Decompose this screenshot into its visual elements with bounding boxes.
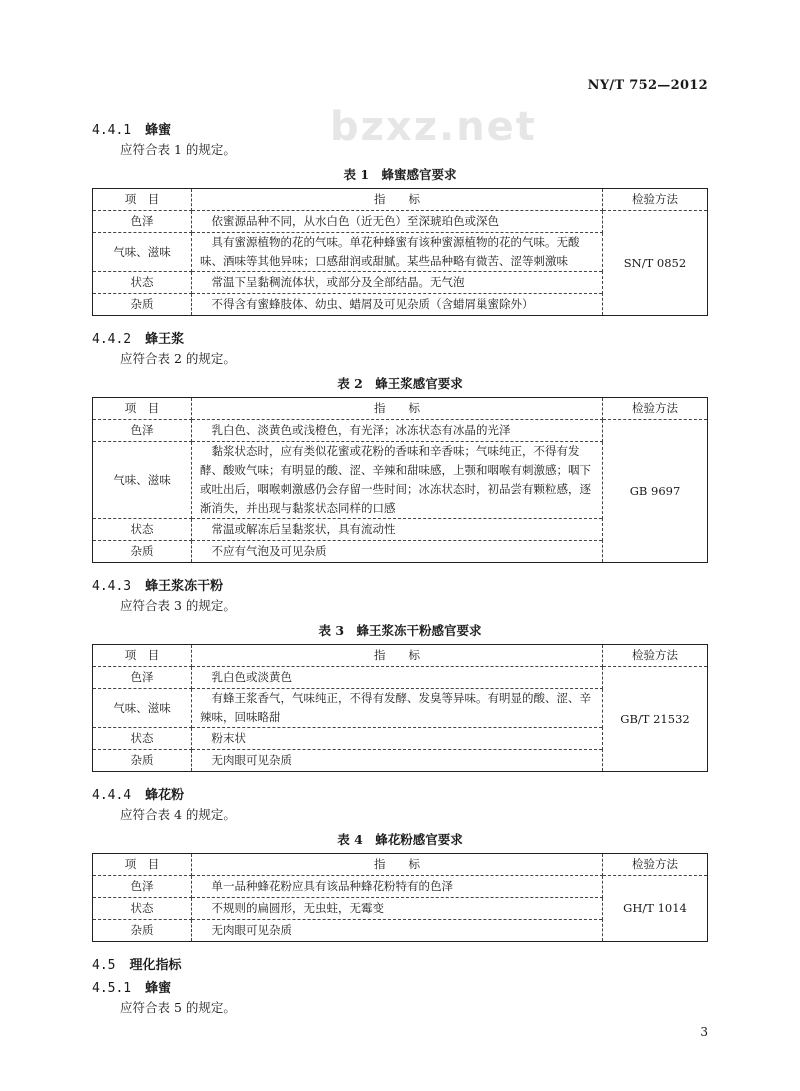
table-caption: 表 3 蜂王浆冻干粉感官要求 [318,623,482,638]
section-number: 4.5.1 [92,981,132,996]
requirements-table [92,644,708,772]
section-title: 理化指标 [129,958,182,973]
row-indicator: 不得含有蜜蜂肢体、幼虫、蜡屑及可见杂质（含蜡屑巢蜜除外） [192,294,603,316]
row-indicator: 常温下呈黏稠流体状，或部分及全部结晶。无气泡 [192,272,603,294]
section [92,577,708,772]
table-header-row [93,854,708,876]
section-number: 4.4.2 [92,332,132,347]
section-heading [92,121,708,140]
section-number: 4.4.3 [92,579,132,594]
row-indicator: 粉末状 [192,728,603,750]
table-row [93,211,708,233]
row-indicator: 单一品种蜂花粉应具有该品种蜂花粉特有的色泽 [192,876,603,898]
row-indicator: 不规则的扁圆形，无虫蛀，无霉变 [192,898,603,920]
section-text: 应符合表 3 的规定。 [120,598,236,613]
col-indicator: 指 标 [192,189,603,211]
row-item: 色泽 [93,876,192,898]
col-method: 检验方法 [603,189,708,211]
table-row [93,876,708,898]
row-item: 状态 [93,519,192,541]
section [92,330,708,563]
row-indicator: 具有蜜源植物的花的气味。单花种蜂蜜有该种蜜源植物的花的气味。无酸味、酒味等其他异味；口感甜润或甜腻。某些品种略有微苦、涩等刺激味 [192,233,603,272]
row-indicator: 无肉眼可见杂质 [192,920,603,942]
row-item: 杂质 [93,920,192,942]
col-method: 检验方法 [603,854,708,876]
section-title: 蜂蜜 [145,123,172,138]
table-row [93,420,708,442]
table-header-row [93,189,708,211]
watermark: bzxz.net [330,104,537,150]
row-item: 状态 [93,272,192,294]
table-row [93,667,708,689]
row-item: 气味、滋味 [93,689,192,728]
test-method: GB 9697 [603,420,708,563]
row-indicator: 依蜜源品种不同，从水白色（近无色）至深琥珀色或深色 [192,211,603,233]
test-method: GH/T 1014 [603,876,708,942]
section-text: 应符合表 2 的规定。 [120,351,236,366]
row-item: 气味、滋味 [93,442,192,519]
col-indicator: 指 标 [192,854,603,876]
row-item: 气味、滋味 [93,233,192,272]
row-indicator: 黏浆状态时，应有类似花蜜或花粉的香味和辛香味；气味纯正，不得有发酵、酸败气味；有明显的酸、涩、辛辣和甜味感，上颚和咽喉有刺激感；咽下或吐出后，咽喉刺激感仍会存留一些时间；冰冻状态时，初品尝有颗粒感，逐渐消失，并出现与黏浆状态同样的口感 [192,442,603,519]
row-item: 状态 [93,728,192,750]
col-item: 项 目 [93,398,192,420]
section-title: 蜂王浆冻干粉 [145,579,224,594]
section-heading-4-5-1 [92,979,708,998]
row-item: 色泽 [93,667,192,689]
row-indicator: 常温或解冻后呈黏浆状，具有流动性 [192,519,603,541]
page-number: 3 [700,1025,708,1039]
col-method: 检验方法 [603,645,708,667]
section-heading [92,330,708,349]
row-indicator: 不应有气泡及可见杂质 [192,541,603,563]
row-item: 杂质 [93,750,192,772]
section-heading [92,786,708,805]
test-method: SN/T 0852 [603,211,708,316]
row-item: 色泽 [93,211,192,233]
section [92,786,708,942]
table-header-row [93,645,708,667]
standard-number: NY/T 752—2012 [587,78,708,93]
test-method: GB/T 21532 [603,667,708,772]
section [92,121,708,316]
row-indicator: 有蜂王浆香气，气味纯正，不得有发酵、发臭等异味。有明显的酸、涩、辛辣味，回味略甜 [192,689,603,728]
section-heading [92,577,708,596]
section-text: 应符合表 1 的规定。 [120,142,236,157]
section-heading-4-5 [92,956,708,975]
row-item: 杂质 [93,541,192,563]
requirements-table [92,188,708,316]
section-text: 应符合表 5 的规定。 [120,1000,236,1015]
table-header-row [93,398,708,420]
col-item: 项 目 [93,645,192,667]
col-indicator: 指 标 [192,398,603,420]
row-item: 杂质 [93,294,192,316]
table-caption: 表 2 蜂王浆感官要求 [337,376,463,391]
row-indicator: 乳白色、淡黄色或浅橙色，有光泽；冰冻状态有冰晶的光泽 [192,420,603,442]
section-text: 应符合表 4 的规定。 [120,807,236,822]
row-indicator: 无肉眼可见杂质 [192,750,603,772]
section-number: 4.4.1 [92,123,132,138]
table-caption: 表 1 蜂蜜感官要求 [343,167,457,182]
row-indicator: 乳白色或淡黄色 [192,667,603,689]
requirements-table [92,397,708,563]
section-4-5 [92,956,708,1017]
section-number: 4.5 [92,958,116,973]
col-indicator: 指 标 [192,645,603,667]
section-title: 蜂花粉 [145,788,185,803]
section-title: 蜂王浆 [145,332,185,347]
col-method: 检验方法 [603,398,708,420]
col-item: 项 目 [93,854,192,876]
requirements-table [92,853,708,942]
row-item: 色泽 [93,420,192,442]
table-caption: 表 4 蜂花粉感官要求 [337,832,463,847]
col-item: 项 目 [93,189,192,211]
row-item: 状态 [93,898,192,920]
section-title: 蜂蜜 [145,981,172,996]
section-number: 4.4.4 [92,788,132,803]
